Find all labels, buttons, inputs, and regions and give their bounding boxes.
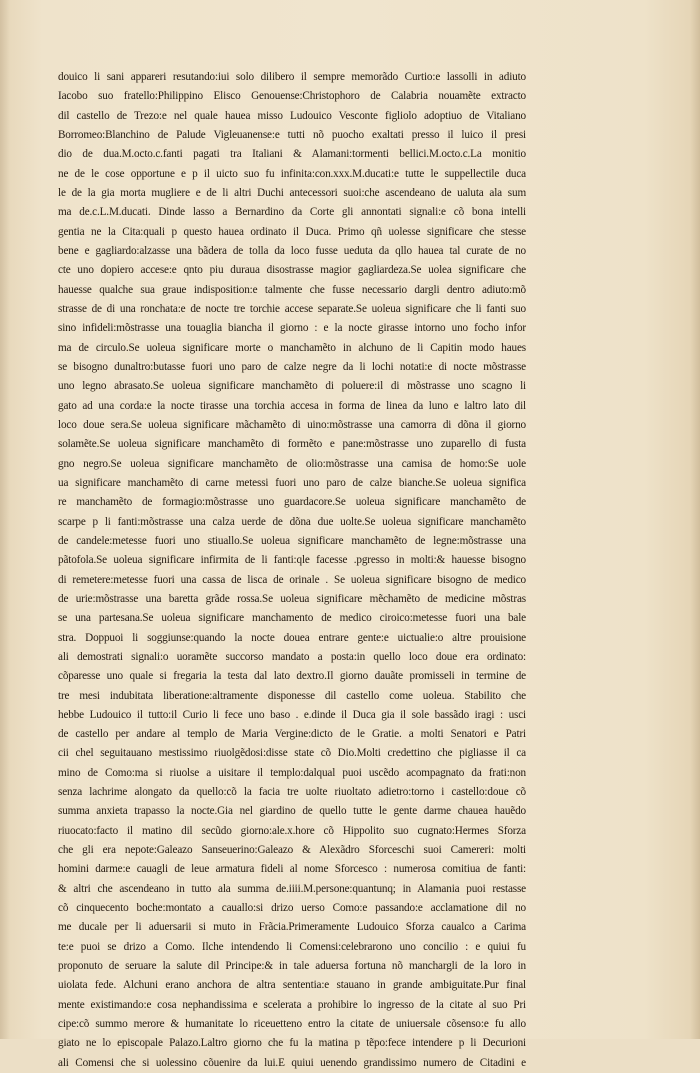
text-line: ali demostrati signali:o uoramẽte succorso mandato a posta:in quello loco doue era ordinato:: [58, 650, 526, 663]
text-line: cipe:cõ summo merore & humanitate lo riceuetteno entro la citate de uniuersale cõsenso:e fu allo: [58, 1018, 526, 1031]
text-line: se una partesana.Se uoleua significare manchamento de medico ciroico:metesse fuori una bale: [58, 612, 526, 625]
text-line: cõ cinquecento boche:montato a cauallo:si drizo uerso Como:e passando:e acclamatione dil no: [58, 902, 526, 915]
text-line: mino de Como:ma si riuolse a uisitare il templo:dalqual puoi uscẽdo acompagnato da frati:non: [58, 766, 526, 779]
text-line: che gli era nepote:Galeazo Sanseuerino:Galeazo & Alexãdro Sforceschi suoi Camereri: molti: [58, 844, 526, 857]
incunable-text-block: [58, 68, 526, 1073]
text-line: se bisogno dunaltro:butasse fuori uno paro de calze negre da li lochi notati:e di nocte mõstrasse: [58, 360, 526, 373]
text-line: hebbe Ludouico il tutto:il Curio li fece uno baso . e.dinde il Duca gia il sole bassãdo iragi : usci: [58, 708, 526, 721]
text-line: mente existimando:e cosa nephandissima e scelerata a prohibire lo ingresso de la citate al suo Pri: [58, 998, 526, 1011]
text-line: de candele:metesse fuori uno stiuallo.Se uoleua significare manchamẽto de legne:mõstrasse una: [58, 534, 526, 547]
text-line: cte uno dopiero accese:e qnto piu duraua disostrasse magior gagliardeza.Se uolea significare che: [58, 264, 526, 277]
text-line: re manchamẽto de formagio:mõstrasse uno guardacore.Se uoleua significare manchamẽto de: [58, 496, 526, 509]
text-line: uiolata fede. Alchuni erano anchora de altra sententia:e stauano in grande ambiguitate.Pur final: [58, 979, 526, 992]
text-line: scarpe p li fanti:mõstrasse una calza uerde de dõna due uolte.Se uoleua significare manchamẽto: [58, 515, 526, 528]
text-line: homini darme:e cauagli de leue armatura fideli al nome Sforcesco : numerosa comitiua de fanti:: [58, 863, 526, 876]
text-line: cii chel seguitauano mestissimo riuolgẽdosi:disse state cõ Dio.Molti credettino che pigliasse il ca: [58, 747, 526, 760]
text-line: stra. Doppuoi li soggiunse:quando la nocte douea entrare gente:e uictualie:o altre prouisione: [58, 631, 526, 644]
text-line: & altri che ascendeano in tutto ala summa de.iiii.M.persone:quantunq; in Alamania puoi restasse: [58, 882, 526, 895]
text-line: loco doue sera.Se uoleua significare mãchamẽto di uino:mõstrasse una camorra di dõna il giorno: [58, 418, 526, 431]
text-line: giato ne lo episcopale Palazo.Laltro giorno che fu la matina p tẽpo:fece intendere p li Decurioni: [58, 1037, 526, 1050]
text-line: gno negro.Se uoleua significare manchamẽto de olio:mõstrasse una camisa de homo:Se uole: [58, 457, 526, 470]
text-line: Iacobo suo fratello:Philippino Elisco Genouense:Christophoro de Calabria nouamẽte extracto: [58, 90, 526, 103]
text-line: te:e puoi se drizo a Como. Ilche intendendo li Comensi:celebrarono uno concilio : e quiui fu: [58, 940, 526, 953]
text-line: le de la gia morta mugliere e de li altri Duchi antecessori suoi:che ascendeano de ualuta ala sum: [58, 186, 526, 199]
text-line: senza lachrime alongato da quello:cõ la facia tre uolte riuoltato adietro:torno i castello:doue cõ: [58, 786, 526, 799]
text-line: ua significare manchamẽto di carne metessi fuori uno paro de calze bianche.Se uoleua significa: [58, 476, 526, 489]
text-line: hauesse qualche sua graue indisposition:e talmente che fusse necessario dargli dentro adiuto:mõ: [58, 283, 526, 296]
text-line: pãtofola.Se uoleua significare infirmita de li fanti:qle facesse .pgresso in molti:& hauesse bisogno: [58, 554, 526, 567]
text-line: riuocato:facto il matino dil secũdo giorno:ale.x.hore cõ Hippolito suo cugnato:Hermes Sforza: [58, 824, 526, 837]
text-line: solamẽte.Se uoleua significare manchamẽto di formẽto e pane:mõstrasse uno zuparello di fusta: [58, 438, 526, 451]
page-left-shadow: [0, 0, 10, 1039]
text-line: dio de dua.M.octo.c.fanti pagati tra Italiani & Alamani:tormenti bellici.M.octo.c.La monitio: [58, 148, 526, 161]
text-line: ma de.c.L.M.ducati. Dinde lasso a Bernardino da Corte gli annontati signali:e cõ bona intelli: [58, 206, 526, 219]
text-line: ali Comensi che si uolessino cõuenire da lui.E quiui uenendo grandissimo numero de Citadini e: [58, 1056, 526, 1069]
text-line: tre mesi indubitata liberatione:altramente disponesse dil castello come uoleua. Stabilito che: [58, 689, 526, 702]
text-line: summa anxieta trapasso la nocte.Gia nel giardino de quello tutte le gente darme chauea hauẽdo: [58, 805, 526, 818]
text-line: de urie:mõstrasse una baretta grãde rossa.Se uoleua significare mẽchamẽto de medicine mõstras: [58, 592, 526, 605]
text-line: strasse de di una ronchata:e de nocte tre torchie accese separate.Se uoleua significare che li fanti suo: [58, 302, 526, 315]
text-line: douico li sani appareri resutando:iui solo dilibero il sempre memorãdo Curtio:e lassolli in adiuto: [58, 71, 526, 83]
text-line: gato ad una corda:e la nocte tirasse una torchia accesa in forma de linea da luno e laltro lato dil: [58, 399, 526, 412]
text-line: di remetere:metesse fuori una cassa de lisca de orinale . Se uoleua significare bisogno de medico: [58, 573, 526, 586]
text-line: me ducale per li aduersarii si muto in Frãcia.Primeramente Ludouico Sforza caualco a Carima: [58, 921, 526, 934]
page-right-shadow: [690, 0, 700, 1039]
text-line: gentia ne la Cita:quali p questo hauea ordinato il Duca. Primo qñ uolesse significare che stesse: [58, 225, 526, 238]
text-line: ne de le cose opportune e p il uicto suo fu infinita:con.xxx.M.ducati:e tutte le suppellectile duca: [58, 167, 526, 180]
text-line: bene e gagliardo:alzasse una bãdera de tolla da loco fusse ueduta da qllo hauea tal curate de no: [58, 244, 526, 257]
text-line: de castello per andare al templo de Maria Vergine:dicto de le Gratie. a molti Senatori e Patri: [58, 728, 526, 741]
text-line: proponuto de seruare la salute dil Principe:& in tale aduersa fortuna nõ manchargli de la loro in: [58, 960, 526, 973]
text-line: dil castello de Trezo:e nel quale hauea misso Ludouico Vesconte figliolo adoptiuo de Vitaliano: [58, 109, 526, 122]
text-line: uno legno abrasato.Se uoleua significare manchamẽto di poluere:il di mõstrasse uno scagno li: [58, 380, 526, 393]
text-line: cõparesse uno quale si fregaria la testa dal lato dextro.Il giorno dauãte promisseli in termine de: [58, 670, 526, 683]
text-line: sino infideli:mõstrasse una touaglia biancha il giorno : e la nocte girasse intorno uno focho infor: [58, 322, 526, 335]
text-line: Borromeo:Blanchino de Palude Vigleuanense:e tutti nõ puocho exaltati presso il luico il presi: [58, 128, 526, 141]
text-line: ma de circulo.Se uoleua significare morte o manchamẽto in alchuno de li Capitin modo haues: [58, 341, 526, 354]
